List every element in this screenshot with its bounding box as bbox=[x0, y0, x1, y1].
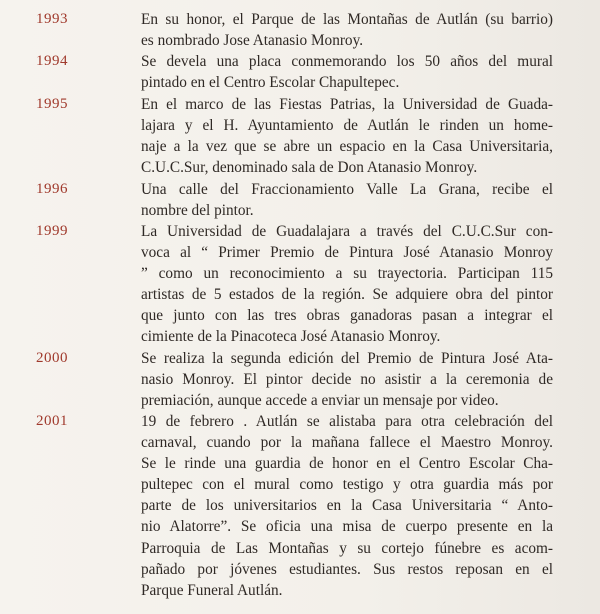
entry-year: 1995 bbox=[36, 96, 68, 112]
text-line: 19 de febrero . Autlán se alistaba para otra celebración del bbox=[141, 413, 553, 430]
text-line: premiación, aunque accede a enviar un mensaje por video. bbox=[141, 392, 499, 410]
text-line: artistas de 5 estados de la región. Se adquiere obra del pintor bbox=[141, 286, 553, 304]
text-line: Se devela una placa conmemorando los 50 años del mural bbox=[141, 53, 553, 70]
text-line: C.U.C.Sur, denominado sala de Don Atanasio Monroy. bbox=[141, 159, 478, 177]
entry-text bbox=[141, 179, 553, 221]
entry-text bbox=[141, 348, 553, 411]
text-line: carnaval, cuando por la mañana fallece el Maestro Monroy. bbox=[141, 434, 553, 452]
text-line: Parque Funeral Autlán. bbox=[141, 581, 283, 599]
text-line: pañado por jóvenes estudiantes. Sus restos reposan en el bbox=[141, 560, 553, 578]
text-line: Se realiza la segunda edición del Premio de Pintura José Ata- bbox=[141, 350, 553, 367]
entry-year: 2001 bbox=[36, 413, 68, 429]
entry-text bbox=[141, 51, 553, 93]
text-line: En su honor, el Parque de las Montañas de Autlán (su barrio) bbox=[141, 11, 553, 28]
text-line: lajara y el H. Ayuntamiento de Autlán le rinden un home- bbox=[141, 117, 553, 135]
text-line: pintado en el Centro Escolar Chapultepec. bbox=[141, 74, 400, 92]
entry-text bbox=[141, 9, 553, 51]
text-line: En el marco de las Fiestas Patrias, la Universidad de Guada- bbox=[141, 96, 553, 113]
text-line: Una calle del Fraccionamiento Valle La Grana, recibe el bbox=[141, 181, 553, 198]
text-line: nasio Monroy. El pintor decide no asistir a la ceremonia de bbox=[141, 371, 553, 389]
text-line: cimiente de la Pinacoteca José Atanasio Monroy. bbox=[141, 328, 441, 346]
entry-text bbox=[141, 221, 553, 348]
text-line: voca al “ Primer Premio de Pintura José Atanasio Monroy bbox=[141, 244, 553, 262]
entry-text bbox=[141, 94, 553, 178]
text-line: La Universidad de Guadalajara a través del C.U.C.Sur con- bbox=[141, 223, 553, 240]
entry-year: 1994 bbox=[36, 53, 68, 69]
text-line: pultepec con el mural como testigo y otra guardia más por bbox=[141, 476, 553, 494]
text-line: es nombrado Jose Atanasio Monroy. bbox=[141, 32, 364, 50]
text-line: nio Alatorre”. Se oficia una misa de cuerpo presente en la bbox=[141, 518, 553, 536]
text-line: Parroquia de Las Montañas y su cortejo fúnebre es acom- bbox=[141, 539, 553, 557]
entry-year: 1996 bbox=[36, 181, 68, 197]
text-line: ” como un reconocimiento a su trayectoria. Participan 115 bbox=[141, 265, 553, 283]
text-line: que junto con las tres obras ganadoras pasan a integrar el bbox=[141, 307, 553, 325]
entry-year: 1993 bbox=[36, 11, 68, 27]
entry-year: 1999 bbox=[36, 223, 68, 239]
entry-year: 2000 bbox=[36, 350, 68, 366]
text-line: parte de los universitarios en la Casa Universitaria “ Anto- bbox=[141, 497, 553, 515]
text-line: naje a la vez que se abre un espacio en la Casa Universitaria, bbox=[141, 138, 553, 156]
text-line: Se le rinde una guardia de honor en el Centro Escolar Cha- bbox=[141, 455, 553, 473]
entry-text bbox=[141, 411, 553, 601]
text-line: nombre del pintor. bbox=[141, 202, 254, 220]
